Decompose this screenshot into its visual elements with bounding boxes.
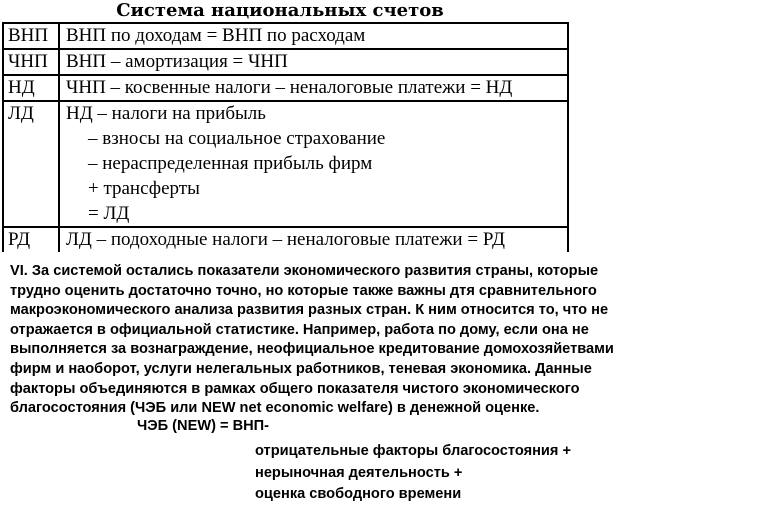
row-formula: ВНП по доходам = ВНП по расходам	[66, 25, 366, 46]
paragraph-line: VI. За системой остались показатели экономического развития страны, которые	[10, 263, 599, 279]
table-row-pi	[4, 102, 567, 228]
paragraph-line: трудно оценить достаточно точно, но которые также важны дтя сравнительного	[10, 282, 597, 299]
paragraph-line: благосостояния (ЧЭБ или NEW net economic welfare) в денежной оценке.	[10, 400, 540, 417]
row-abbr: ВНП	[4, 24, 60, 48]
row-abbr: РД	[4, 228, 60, 252]
row-formula: ЧНП – косвенные налоги – неналоговые платежи = НД	[66, 77, 513, 98]
new-formula-head: ЧЭБ (NEW) = ВНП-	[137, 418, 270, 434]
national-accounts-table	[2, 22, 569, 252]
formula-line: – взносы на социальное страхование	[88, 128, 386, 149]
row-abbr: ЛД	[4, 102, 60, 226]
page-title: Система национальных счетов	[116, 0, 444, 21]
paragraph-line: факторы объединяются в рамках общего показателя чистого экономического	[10, 380, 580, 397]
new-formula-terms	[255, 441, 571, 506]
formula-line: – нераспределенная прибыль фирм	[88, 153, 373, 174]
paragraph-line: макроэкономического анализа развития разных стран. К ним относится то, что не	[10, 302, 609, 319]
formula-line: НД – налоги на прибыль	[66, 103, 266, 124]
row-formula: ВНП – амортизация = ЧНП	[66, 51, 288, 72]
row-formula: ЛД – подоходные налоги – неналоговые платежи = РД	[66, 229, 505, 250]
formula-line: = ЛД	[88, 203, 130, 224]
formula-term: отрицательные факторы благосостояния +	[255, 443, 571, 459]
paragraph-line: отражается в официальной статистике. Например, работа по дому, если она не	[10, 321, 589, 338]
row-abbr: НД	[4, 76, 60, 100]
row-formula	[60, 102, 567, 226]
row-abbr: ЧНП	[4, 50, 60, 74]
table-row-gnp	[4, 24, 567, 50]
body-paragraph	[10, 262, 762, 419]
paragraph-line: фирм и наоборот, услуги нелегальных работников, теневая экономика. Данные	[10, 360, 592, 377]
formula-term: нерыночная деятельность +	[255, 464, 463, 481]
formula-line: + трансферты	[88, 178, 200, 199]
table-row-ni	[4, 76, 567, 102]
table-row-nnp	[4, 50, 567, 76]
formula-term: оценка свободного времени	[255, 486, 462, 502]
paragraph-line: выполняется за вознаграждение, неофициальное кредитование домохозяйетвами	[10, 341, 614, 358]
table-row-di	[4, 228, 567, 252]
